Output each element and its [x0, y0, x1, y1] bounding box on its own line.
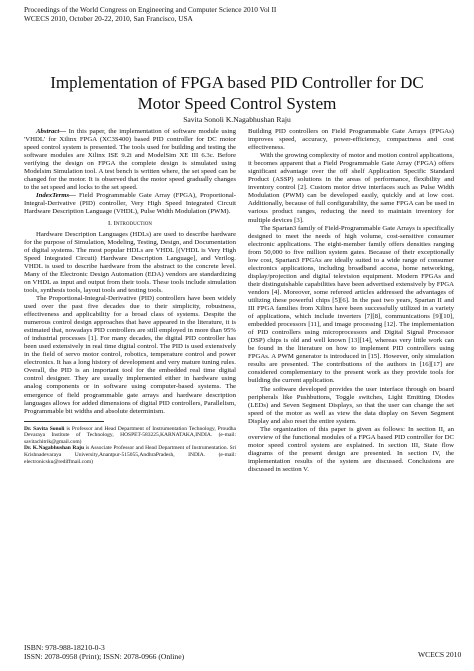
footnote-divider	[24, 421, 104, 422]
right-column	[248, 128, 454, 474]
footer-identifiers	[24, 643, 184, 661]
right-paragraph-5: The organization of this paper is given as follows: In section II, an overview of the functional modules of a FPGA based PID controller for DC motor speed control system are explained. In section III, State flow diagrams of the present design are presented. In section IV, the implementation results of the system are discussed. Conclusions are discussed in section V.	[248, 425, 454, 473]
intro-paragraph-1: Hardware Description Languages (HDLs) are used to describe hardware for the purpose of Simulation, Modeling, Testing, Design, and Documentation of digital systems. The most popular HDLs are VHDL [(VHDL is Very High Speed Integrated Circuit) Hardware Description Language], and Verilog. VHDL is used to describe hardware from the abstract to the concrete level. Many of the Electronic Design Automation (EDA) vendors are standardizing on VHDL as input and output from their tools. These tools include simulation tools, synthesis tools, layout tools and testing tools.	[24, 230, 236, 294]
footnote-author-1-name: Dr. Savita Sonoli	[24, 425, 65, 432]
right-paragraph-1: Building PID controllers on Field Programmable Gate Arrays (FPGAs) improves speed, accuracy, power-efficiency, compactness and cost effectiveness.	[248, 128, 454, 152]
index-terms-text: Field Programmable Gate Array (FPGA), Proportional-Integral-Derivative (PID) controller, Very High Speed Integrated Circuit Hardware Description Language (VHDL), Pulse Width Modulation (PWM).	[24, 192, 236, 216]
right-paragraph-4: The software developed provides the user interface through on board peripherals like Pushbuttons, Toggle switches, Light Emitting Diodes (LEDs) and Seven Segment Displays, so that the user can change the set speed of the motor as well as view the data display on Seven Segment Display and also reset the entire system.	[248, 385, 454, 425]
footer-issn: ISSN: 2078-0958 (Print); ISSN: 2078-0966 (Online)	[24, 652, 185, 661]
right-paragraph-3: The Spartan3 family of Field-Programmable Gate Arrays is specifically designed to meet the needs of high volume, cost-sensitive consumer electronic applications. The eight-member family offers densities ranging from 50,000 to five million system gates. Because of their exceptionally low cost, Spartan3 FPGAs are ideally suited to a wide range of consumer electronics applications, including broadband access, home networking, display/projection and digital television equipment. Modern FPGAs and their distinguishable capabilities have been advertised extensively by FPGA vendors [4]. Moreover, some refereed articles addressed the advantages of utilizing these powerful chips [5][6]. In the past two years, Spartan II and III FPGA families from Xilinx have been successfully utilized in a variety of applications, which include inverters [7][8], communications [9][10], embedded processors [11], and image processing [12]. The implementation of PID controllers using microprocessors and Digital Signal Processor (DSP) chips is old and well known [13][14], whereas very little work can be found in the literature on how to implement PID controllers using FPGAs. A PWM generator is introduced in [15]. However, only simulation results are presented. The contributions of the authors in [16][17] are considered complementary to the present work as they provide tools for building the current application.	[248, 224, 454, 385]
intro-paragraph-2: The Proportional-Integral-Derivative (PID) controllers have been widely used over the past five decades due to their simplicity, robustness, effectiveness and applicability for a broad class of systems. Despite the numerous control design approaches that have appeared in the literature, it is estimated that, nowadays PID controllers are still employed in more than 95% of industrial processes [1]. For many decades, the digital PID controller has been used extensively in real time digital control. The PID is used extensively in the field of servo motor control, robotics, temperature control and power electronics. It has a long history of development and very mature tuning rules. Overall, the PID is an important tool for the embedded real time digital control designer. They are usually implemented either in hardware using analog components or in software using computer-based systems. The emergence of field programmable gate arrays and hardware description languages allows for added dimensions of digital PID controllers, Parallelism, Programmable bit widths and absolute determinism.	[24, 294, 236, 415]
right-paragraph-2: With the growing complexity of motor and motion control applications, it becomes apparent that a Field Programmable Gate Array (FPGA) offers significant advantage over the off shelf Application Specific Standard Product (ASSP) solutions in the areas of performance, flexibility and inventory control [2]. Custom motor drive interfaces such as Pulse Width Modulation (PWM) can be developed easily, quickly and at low cost. Additionally, because of full configurability, the same FPGA can be used in various product ranges, reducing the need to maintain inventory for multiple devices [3].	[248, 152, 454, 224]
footer-conference: WCECS 2010	[418, 650, 462, 659]
proceedings-header	[24, 6, 454, 24]
abstract	[24, 128, 236, 192]
left-column	[24, 128, 236, 465]
index-terms	[24, 192, 236, 216]
section-heading-introduction: I. Introduction	[108, 219, 152, 227]
footnote-author-2-name: Dr. K.Nagabhushan Raju	[24, 445, 85, 452]
paper-title-line-2: Motor Speed Control System	[137, 94, 337, 113]
footnote-author-1	[24, 426, 236, 446]
paper-title-line-1: Implementation of FPGA based PID Controller for DC	[50, 73, 424, 92]
footnote-author-1-text: is Professor and Head Department of Instrumentation Technology, Proudha Devaraya Institute of Technology, HOSPET-583225,KARNATAKA,INDIA. (e-mail: savitachitrik@gmail.com)	[24, 425, 236, 445]
header-line-2: WCECS 2010, October 20-22, 2010, San Francisco, USA	[24, 13, 193, 23]
footnote-author-2-text: is Associate Professor and Head Department of Instrumentation. Sri Krishnadevaraya University,Anantpur-515055,AndhraPradesh, INDIA. (e-mail: electronicsku@rediffmail.com)	[24, 445, 236, 465]
index-terms-label: IndexTerms—	[36, 192, 76, 200]
abstract-text: In this paper, the implementation of software module using 'VHDL' for Xilinx FPGA (XC3S400) based PID controller for DC motor speed control system is presented. The tools used for building and testing the software modules are Xilinx ISE 9.2i and ModelSim XE III 6.3c. Before verifying the design on FPGA the complete design is simulated using Modelsim Simulation tool. A test bench is written where, the set speed can be changed for the motor. It is observed that the motor speed gradually changes to the set speed and locks to the set speed.	[24, 128, 236, 192]
abstract-label: Abstract—	[36, 128, 67, 135]
title-block	[0, 72, 474, 124]
footnote-author-2	[24, 445, 236, 465]
footer-isbn: ISBN: 978-988-18210-0-3	[24, 643, 105, 652]
header-line-1: Proceedings of the World Congress on Engineering and Computer Science 2010 Vol II	[24, 5, 277, 14]
authors: Savita Sonoli K.Nagabhushan Raju	[183, 115, 291, 124]
